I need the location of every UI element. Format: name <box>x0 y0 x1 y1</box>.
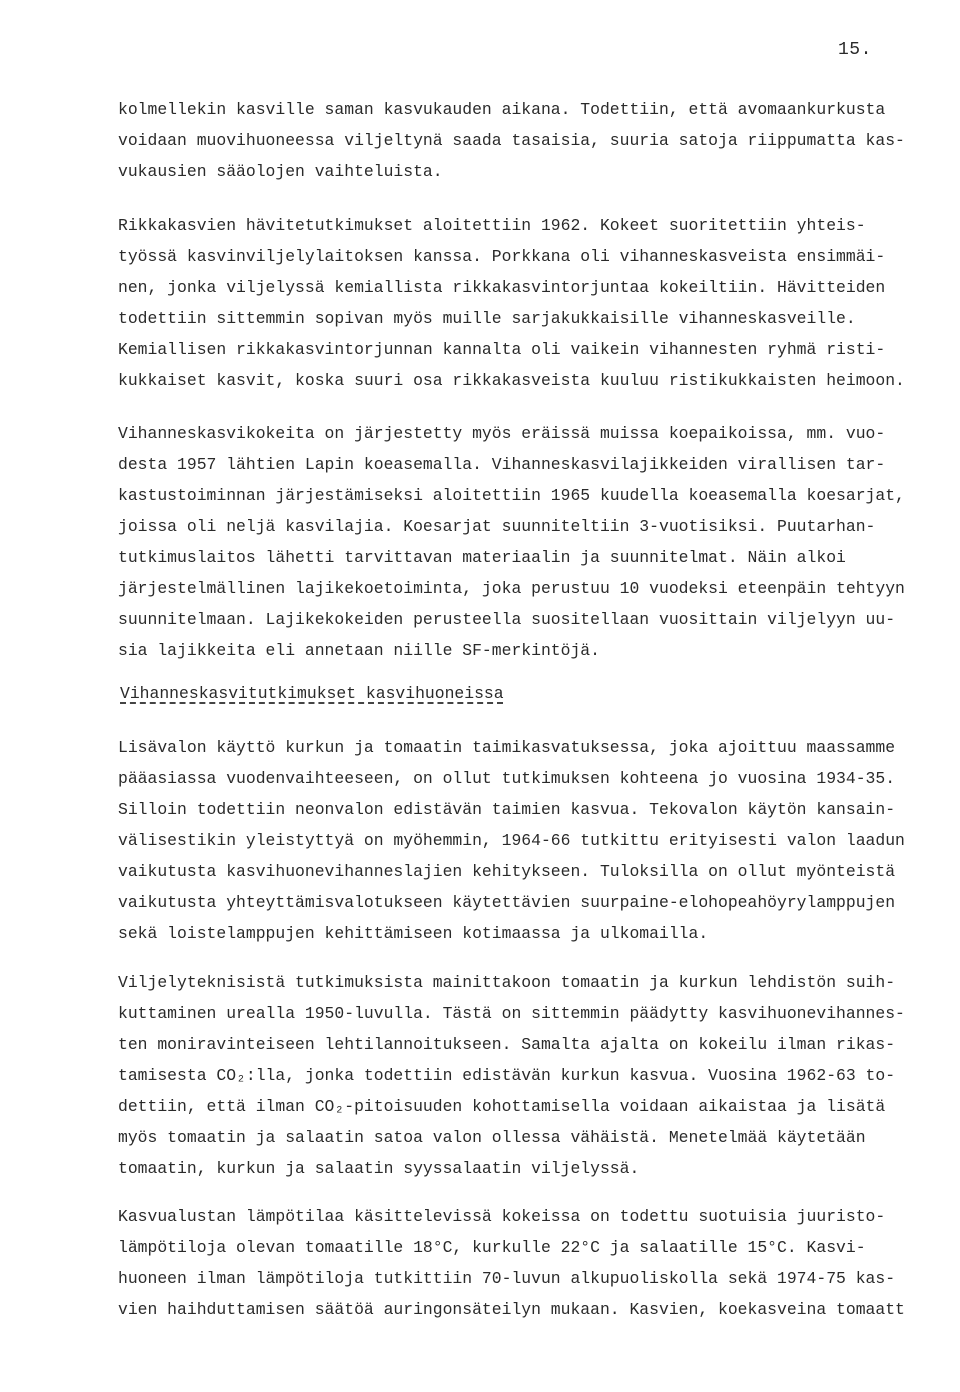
text-line: Rikkakasvien hävitetutkimukset aloitettiin 1962. Kokeet suoritettiin yhteis- <box>118 216 866 235</box>
text-line: ten moniravinteiseen lehtilannoitukseen. Samalta ajalta on kokeilu ilman rikas- <box>118 1035 896 1054</box>
text-line: todettiin sittemmin sopivan myös muille sarjakukkaisille vihanneskasveille. <box>118 309 856 328</box>
paragraph-4 <box>118 732 948 949</box>
text-line: joissa oli neljä kasvilajia. Koesarjat suunniteltiin 3-vuotisiksi. Puutarhan- <box>118 517 876 536</box>
paragraph-6 <box>118 1201 948 1325</box>
page-number: 15. <box>838 40 872 60</box>
text-line: Viljelyteknisistä tutkimuksista mainittakoon tomaatin ja kurkun lehdistön suih- <box>118 973 896 992</box>
text-line: vaikutusta kasvihuonevihanneslajien kehitykseen. Tuloksilla on ollut myönteistä <box>118 862 896 881</box>
text-line: Kemiallisen rikkakasvintorjunnan kannalta oli vaikein vihannesten ryhmä risti- <box>118 340 886 359</box>
paragraph-1 <box>118 94 948 187</box>
text-line: kuttaminen urealla 1950-luvulla. Tästä on sittemmin päädytty kasvihuonevihannes- <box>118 1004 905 1023</box>
text-line: kastustoiminnan järjestämiseksi aloitettiin 1965 kuudella koeasemalla koesarjat, <box>118 486 905 505</box>
text-line: välisestikin yleistyttyä on myöhemmin, 1964-66 tutkittu erityisesti valon laadun <box>118 831 905 850</box>
text-line: Vihanneskasvikokeita on järjestetty myös eräissä muissa koepaikoissa, mm. vuo- <box>118 424 886 443</box>
text-line: sia lajikkeita eli annetaan niille SF-merkintöjä. <box>118 641 600 660</box>
text-line: tutkimuslaitos lähetti tarvittavan materiaalin ja suunnitelmat. Näin alkoi <box>118 548 846 567</box>
text-line: vien haihduttamisen säätöä auringonsäteilyn mukaan. Kasvien, koekasveina tomaatt <box>118 1300 905 1319</box>
text-line: suunnitelmaan. Lajikekokeiden perusteella suositellaan vuosittain viljelyyn uu- <box>118 610 896 629</box>
text-line: nen, jonka viljelyssä kemiallista rikkakasvintorjuntaa kokeiltiin. Hävitteiden <box>118 278 886 297</box>
text-line: desta 1957 lähtien Lapin koeasemalla. Vihanneskasvilajikkeiden virallisen tar- <box>118 455 886 474</box>
text-line: pääasiassa vuodenvaihteeseen, on ollut tutkimuksen kohteena jo vuosina 1934-35. <box>118 769 896 788</box>
text-line: Silloin todettiin neonvalon edistävän taimien kasvua. Tekovalon käytön kansain- <box>118 800 896 819</box>
text-line: vaikutusta yhteyttämisvalotukseen käytettävien suurpaine-elohopeahöyrylamppujen <box>118 893 896 912</box>
paragraph-2 <box>118 210 948 396</box>
text-line: työssä kasvinviljelylaitoksen kanssa. Porkkana oli vihanneskasveista ensimmäi- <box>118 247 886 266</box>
text-line: voidaan muovihuoneessa viljeltynä saada tasaisia, suuria satoja riippumatta kas- <box>118 131 905 150</box>
text-line: dettiin, että ilman CO₂-pitoisuuden kohottamisella voidaan aikaistaa ja lisätä <box>118 1097 886 1116</box>
text-line: tomaatin, kurkun ja salaatin syyssalaatin viljelyssä. <box>118 1159 640 1178</box>
section-heading: Vihanneskasvitutkimukset kasvihuoneissa <box>120 684 504 703</box>
text-line: Lisävalon käyttö kurkun ja tomaatin taimikasvatuksessa, joka ajoittuu maassamme <box>118 738 896 757</box>
text-line: kolmellekin kasville saman kasvukauden aikana. Todettiin, että avomaankurkusta <box>118 100 886 119</box>
text-line: sekä loistelamppujen kehittämiseen kotimaassa ja ulkomailla. <box>118 924 709 943</box>
paragraph-5 <box>118 967 948 1184</box>
text-line: kukkaiset kasvit, koska suuri osa rikkakasveista kuuluu ristikukkaisten heimoon. <box>118 371 905 390</box>
text-line: huoneen ilman lämpötiloja tutkittiin 70-luvun alkupuoliskolla sekä 1974-75 kas- <box>118 1269 896 1288</box>
text-line: tamisesta CO₂:lla, jonka todettiin edistävän kurkun kasvua. Vuosina 1962-63 to- <box>118 1066 896 1085</box>
text-line: vukausien sääolojen vaihteluista. <box>118 162 443 181</box>
text-line: lämpötiloja olevan tomaatille 18°C, kurkulle 22°C ja salaatille 15°C. Kasvi- <box>118 1238 866 1257</box>
text-line: Kasvualustan lämpötilaa käsittelevissä kokeissa on todettu suotuisia juuristo- <box>118 1207 886 1226</box>
paragraph-3 <box>118 418 948 666</box>
text-line: järjestelmällinen lajikekoetoiminta, joka perustuu 10 vuodeksi eteenpäin tehtyyn <box>118 579 905 598</box>
text-line: myös tomaatin ja salaatin satoa valon ollessa vähäistä. Menetelmää käytetään <box>118 1128 866 1147</box>
